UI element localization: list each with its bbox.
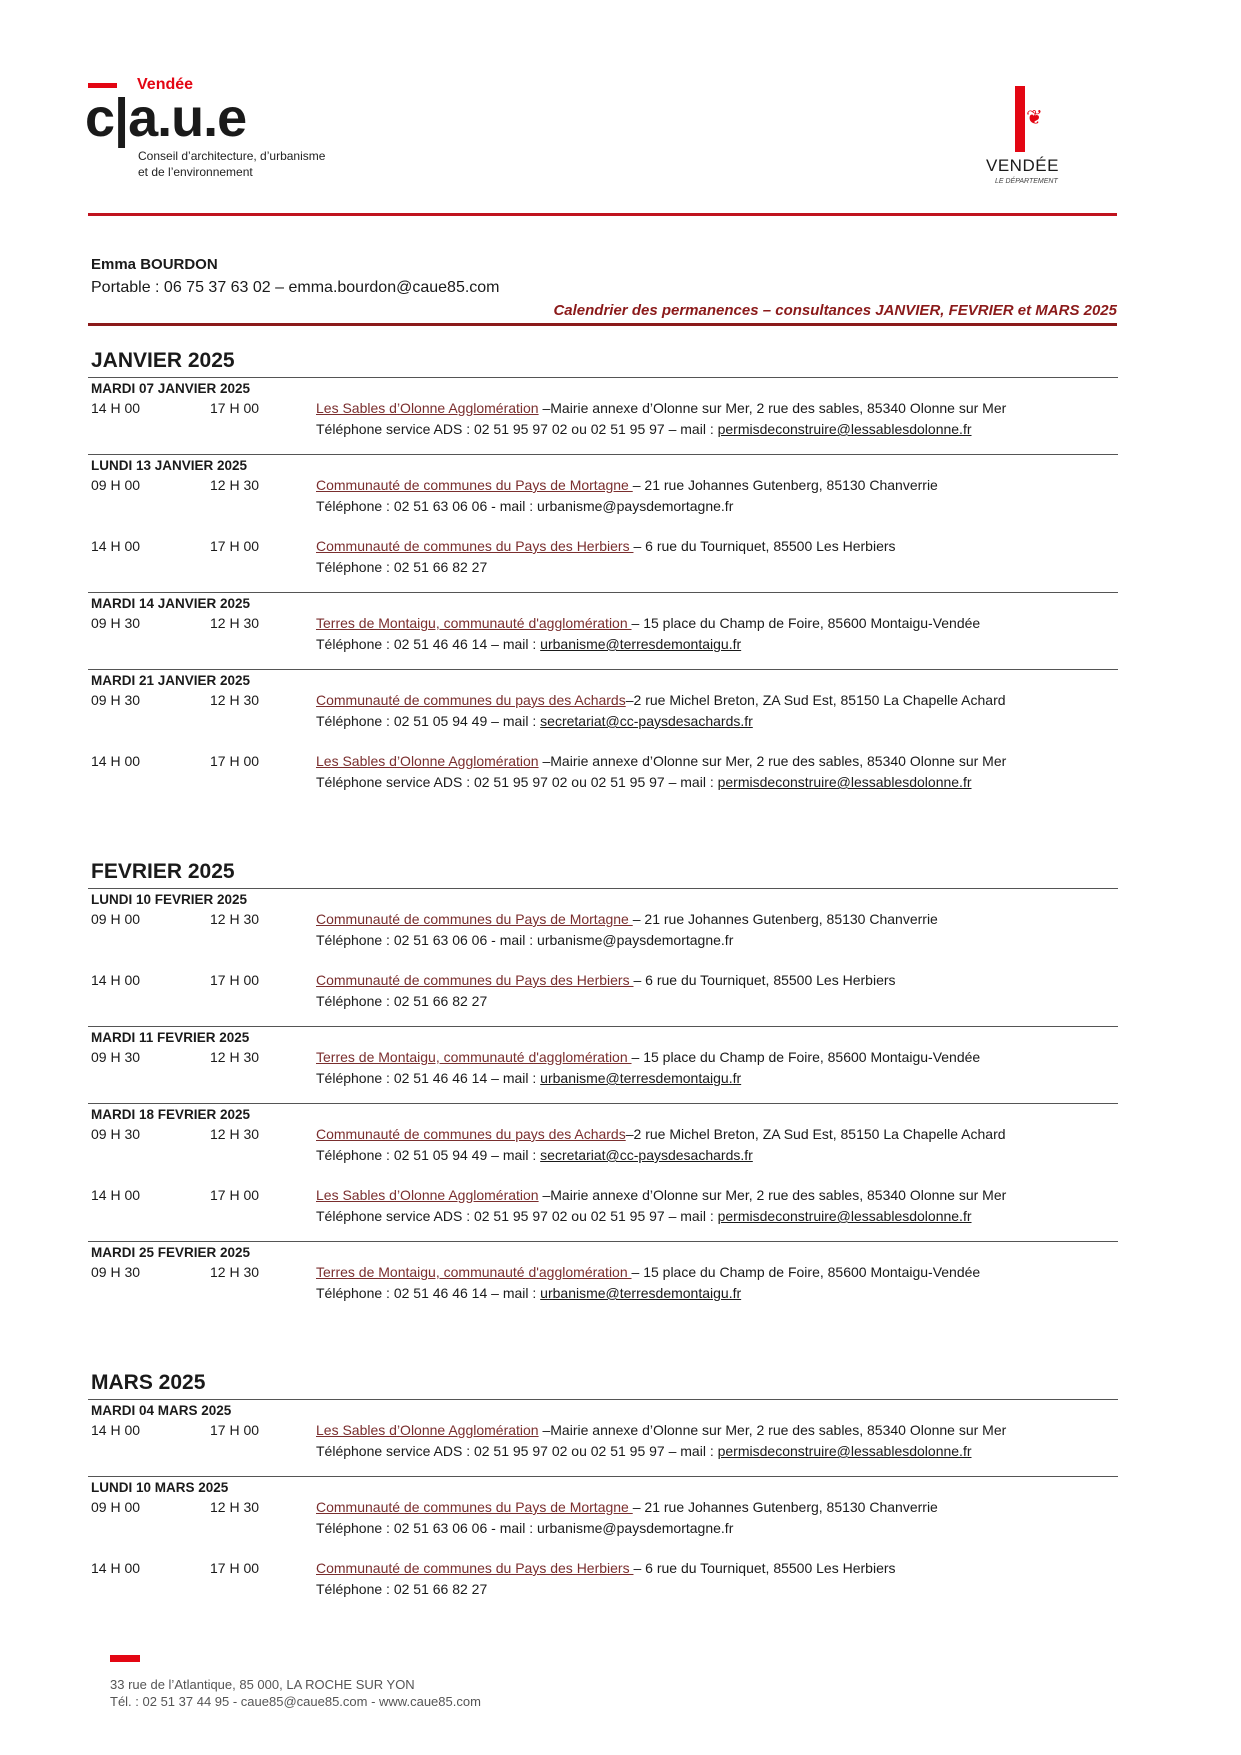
email-link[interactable]: permisdeconstruire@lessablesdolonne.fr: [717, 774, 972, 790]
dept-subtitle: LE DÉPARTEMENT: [995, 178, 1058, 185]
start-time: 14 H 00: [91, 400, 141, 416]
day-label: MARDI 25 FEVRIER 2025: [91, 1245, 251, 1260]
time-slot: [91, 1185, 1118, 1227]
day-label: LUNDI 13 JANVIER 2025: [91, 458, 248, 473]
phone-text: Téléphone service ADS : 02 51 95 97 02 ou 02 51 95 97 – mail :: [316, 774, 718, 790]
time-slot: [91, 751, 1118, 793]
end-time: 12 H 30: [210, 692, 260, 708]
email-link[interactable]: urbanisme@paysdemortagne.fr: [537, 1520, 734, 1536]
start-time: 09 H 30: [91, 1264, 141, 1280]
organization-link[interactable]: Les Sables d’Olonne Agglomération: [316, 753, 539, 769]
end-time: 17 H 00: [210, 1422, 260, 1438]
footer-red-bar: [110, 1655, 140, 1662]
slot-line-2: [316, 772, 1006, 793]
contact-name: Emma BOURDON: [91, 256, 218, 273]
month-section: [88, 1370, 1118, 1614]
slot-line-1: [316, 909, 938, 930]
phone-text: Téléphone service ADS : 02 51 95 97 02 ou 02 51 95 97 – mail :: [316, 421, 718, 437]
phone-text: Téléphone service ADS : 02 51 95 97 02 ou 02 51 95 97 – mail :: [316, 1208, 718, 1224]
slot-info: [316, 1047, 980, 1089]
organization-address: –Mairie annexe d’Olonne sur Mer, 2 rue des sables, 85340 Olonne sur Mer: [538, 753, 1007, 769]
phone-text: Téléphone : 02 51 46 46 14 – mail :: [316, 1070, 541, 1086]
day-block: [88, 1027, 1118, 1104]
start-time: 09 H 30: [91, 692, 141, 708]
email-link[interactable]: urbanisme@paysdemortagne.fr: [537, 932, 734, 948]
end-time: 12 H 30: [210, 1049, 260, 1065]
day-block: [88, 455, 1118, 593]
heart-icon: ❦: [1026, 107, 1043, 129]
time-slot: [91, 1497, 1118, 1539]
time-slot: [91, 909, 1118, 951]
slot-line-1: [316, 1497, 938, 1518]
slot-info: [316, 1262, 980, 1304]
email-link[interactable]: permisdeconstruire@lessablesdolonne.fr: [717, 1443, 972, 1459]
slot-line-2: [316, 557, 896, 578]
end-time: 12 H 30: [210, 1126, 260, 1142]
day-label: MARDI 14 JANVIER 2025: [91, 596, 251, 611]
day-label: MARDI 21 JANVIER 2025: [91, 673, 251, 688]
month-section: [88, 348, 1118, 807]
slot-line-2: [316, 496, 938, 517]
organization-link[interactable]: Les Sables d’Olonne Agglomération: [316, 1187, 539, 1203]
start-time: 14 H 00: [91, 538, 141, 554]
phone-text: Téléphone : 02 51 05 94 49 – mail :: [316, 1147, 541, 1163]
time-slot: [91, 1262, 1118, 1304]
email-link[interactable]: urbanisme@terresdemontaigu.fr: [540, 636, 742, 652]
logo-wordmark: c|a.u.e: [85, 88, 247, 148]
time-slot: [91, 1558, 1118, 1600]
email-link[interactable]: permisdeconstruire@lessablesdolonne.fr: [717, 421, 972, 437]
organization-address: –Mairie annexe d’Olonne sur Mer, 2 rue des sables, 85340 Olonne sur Mer: [538, 1422, 1007, 1438]
month-title: JANVIER 2025: [91, 349, 235, 372]
logo-subtitle-1: Conseil d’architecture, d’urbanisme: [138, 149, 326, 163]
day-label: MARDI 18 FEVRIER 2025: [91, 1107, 251, 1122]
email-link[interactable]: permisdeconstruire@lessablesdolonne.fr: [717, 1208, 972, 1224]
slot-line-2: [316, 634, 980, 655]
phone-text: Téléphone : 02 51 66 82 27: [316, 993, 488, 1009]
caue-logo: [85, 76, 388, 186]
email-link[interactable]: urbanisme@paysdemortagne.fr: [537, 498, 734, 514]
footer-contact: Tél. : 02 51 37 44 95 - caue85@caue85.com - www.caue85.com: [110, 1694, 481, 1709]
slot-line-1: [316, 751, 1006, 772]
phone-text: Téléphone : 02 51 05 94 49 – mail :: [316, 713, 541, 729]
footer-address: 33 rue de l’Atlantique, 85 000, LA ROCHE SUR YON: [110, 1677, 415, 1692]
organization-link[interactable]: Communauté de communes du Pays de Mortagne: [316, 1499, 633, 1515]
organization-link[interactable]: Communauté de communes du Pays des Herbiers: [316, 538, 634, 554]
organization-link[interactable]: Communauté de communes du Pays des Herbiers: [316, 972, 634, 988]
time-slot: [91, 475, 1118, 517]
day-block: [88, 1477, 1118, 1614]
slot-line-1: [316, 1047, 980, 1068]
vendee-department-logo: [980, 86, 1070, 190]
end-time: 12 H 30: [210, 477, 260, 493]
time-slot: [91, 1047, 1118, 1089]
organization-link[interactable]: Communauté de communes du Pays de Mortagne: [316, 911, 633, 927]
slot-line-1: [316, 1262, 980, 1283]
document-title: Calendrier des permanences – consultances JANVIER, FEVRIER et MARS 2025: [553, 302, 1117, 319]
organization-address: – 21 rue Johannes Gutenberg, 85130 Chanverrie: [632, 1499, 938, 1515]
time-slot: [91, 398, 1118, 440]
slot-info: [316, 751, 1006, 793]
slot-info: [316, 536, 896, 578]
slot-info: [316, 970, 896, 1012]
slot-line-1: [316, 536, 896, 557]
start-time: 14 H 00: [91, 1187, 141, 1203]
end-time: 17 H 00: [210, 400, 260, 416]
end-time: 12 H 30: [210, 1499, 260, 1515]
day-label: LUNDI 10 MARS 2025: [91, 1480, 229, 1495]
end-time: 17 H 00: [210, 1187, 260, 1203]
slot-info: [316, 909, 938, 951]
organization-link[interactable]: Les Sables d’Olonne Agglomération: [316, 400, 539, 416]
email-link[interactable]: secretariat@cc-paysdesachards.fr: [540, 1147, 753, 1163]
slot-info: [316, 1497, 938, 1539]
contact-line: Portable : 06 75 37 63 02 – emma.bourdon@caue85.com: [91, 279, 500, 296]
slot-line-1: [316, 475, 938, 496]
day-label: MARDI 07 JANVIER 2025: [91, 381, 251, 396]
slot-line-2: [316, 930, 938, 951]
phone-text: Téléphone : 02 51 46 46 14 – mail :: [316, 636, 541, 652]
start-time: 14 H 00: [91, 972, 141, 988]
day-label: MARDI 11 FEVRIER 2025: [91, 1030, 250, 1045]
slot-line-2: [316, 1579, 896, 1600]
slot-line-1: [316, 398, 1006, 419]
organization-address: – 15 place du Champ de Foire, 85600 Montaigu-Vendée: [631, 615, 981, 631]
day-block: [88, 1242, 1118, 1318]
slot-line-1: [316, 613, 980, 634]
start-time: 09 H 30: [91, 615, 141, 631]
organization-link[interactable]: Terres de Montaigu, communauté d'agglomération: [316, 1264, 632, 1280]
phone-text: Téléphone service ADS : 02 51 95 97 02 ou 02 51 95 97 – mail :: [316, 1443, 718, 1459]
slot-line-2: [316, 711, 1006, 732]
slot-info: [316, 613, 980, 655]
start-time: 14 H 00: [91, 1560, 141, 1576]
slot-line-2: [316, 991, 896, 1012]
organization-address: – 15 place du Champ de Foire, 85600 Montaigu-Vendée: [631, 1264, 981, 1280]
day-label: LUNDI 10 FEVRIER 2025: [91, 892, 248, 907]
slot-line-2: [316, 1518, 938, 1539]
end-time: 17 H 00: [210, 538, 260, 554]
slot-info: [316, 1420, 1006, 1462]
end-time: 17 H 00: [210, 753, 260, 769]
month-title: FEVRIER 2025: [91, 860, 235, 883]
slot-line-2: [316, 1145, 1006, 1166]
email-link[interactable]: urbanisme@terresdemontaigu.fr: [540, 1070, 742, 1086]
organization-address: – 6 rue du Tourniquet, 85500 Les Herbiers: [633, 538, 896, 554]
email-link[interactable]: urbanisme@terresdemontaigu.fr: [540, 1285, 742, 1301]
organization-link[interactable]: Terres de Montaigu, communauté d'agglomération: [316, 615, 632, 631]
phone-text: Téléphone : 02 51 63 06 06 - mail :: [316, 1520, 538, 1536]
start-time: 09 H 30: [91, 1126, 141, 1142]
start-time: 09 H 00: [91, 477, 141, 493]
slot-info: [316, 398, 1006, 440]
slot-line-1: [316, 1185, 1006, 1206]
day-block: [88, 1400, 1118, 1477]
end-time: 12 H 30: [210, 1264, 260, 1280]
phone-text: Téléphone : 02 51 66 82 27: [316, 1581, 488, 1597]
start-time: 14 H 00: [91, 753, 141, 769]
end-time: 12 H 30: [210, 911, 260, 927]
organization-link[interactable]: Les Sables d’Olonne Agglomération: [316, 1422, 539, 1438]
end-time: 17 H 00: [210, 1560, 260, 1576]
time-slot: [91, 1420, 1118, 1462]
slot-info: [316, 1185, 1006, 1227]
time-slot: [91, 613, 1118, 655]
organization-address: – 6 rue du Tourniquet, 85500 Les Herbiers: [633, 972, 896, 988]
start-time: 09 H 30: [91, 1049, 141, 1065]
flag-icon: [1015, 86, 1025, 152]
day-block: [88, 670, 1118, 807]
organization-address: –2 rue Michel Breton, ZA Sud Est, 85150 La Chapelle Achard: [625, 1126, 1006, 1142]
organization-link[interactable]: Communauté de communes du pays des Achards: [316, 1126, 626, 1142]
organization-address: –Mairie annexe d’Olonne sur Mer, 2 rue des sables, 85340 Olonne sur Mer: [538, 1187, 1007, 1203]
slot-line-1: [316, 1420, 1006, 1441]
slot-line-2: [316, 1068, 980, 1089]
organization-link[interactable]: Communauté de communes du Pays de Mortagne: [316, 477, 633, 493]
logo-subtitle-2: et de l’environnement: [138, 165, 253, 179]
slot-line-1: [316, 1558, 896, 1579]
time-slot: [91, 690, 1118, 732]
month-section: [88, 859, 1118, 1318]
organization-address: –2 rue Michel Breton, ZA Sud Est, 85150 La Chapelle Achard: [625, 692, 1006, 708]
start-time: 14 H 00: [91, 1422, 141, 1438]
day-block: [88, 378, 1118, 455]
phone-text: Téléphone : 02 51 63 06 06 - mail :: [316, 498, 538, 514]
organization-address: – 21 rue Johannes Gutenberg, 85130 Chanverrie: [632, 477, 938, 493]
start-time: 09 H 00: [91, 1499, 141, 1515]
day-block: [88, 889, 1118, 1027]
slot-line-1: [316, 690, 1006, 711]
slot-info: [316, 1124, 1006, 1166]
start-time: 09 H 00: [91, 911, 141, 927]
day-label: MARDI 04 MARS 2025: [91, 1403, 232, 1418]
header-divider: [88, 213, 1117, 216]
phone-text: Téléphone : 02 51 63 06 06 - mail :: [316, 932, 538, 948]
end-time: 12 H 30: [210, 615, 260, 631]
organization-address: – 6 rue du Tourniquet, 85500 Les Herbiers: [633, 1560, 896, 1576]
end-time: 17 H 00: [210, 972, 260, 988]
organization-link[interactable]: Terres de Montaigu, communauté d'agglomération: [316, 1049, 632, 1065]
organization-address: – 21 rue Johannes Gutenberg, 85130 Chanverrie: [632, 911, 938, 927]
slot-line-1: [316, 970, 896, 991]
slot-info: [316, 690, 1006, 732]
title-divider: [88, 323, 1117, 326]
organization-link[interactable]: Communauté de communes du Pays des Herbiers: [316, 1560, 634, 1576]
day-block: [88, 593, 1118, 670]
organization-link[interactable]: Communauté de communes du pays des Achards: [316, 692, 626, 708]
dept-name: VENDÉE: [986, 156, 1059, 175]
slot-line-2: [316, 1441, 1006, 1462]
time-slot: [91, 536, 1118, 578]
phone-text: Téléphone : 02 51 46 46 14 – mail :: [316, 1285, 541, 1301]
logo-region: Vendée: [137, 76, 194, 93]
time-slot: [91, 1124, 1118, 1166]
slot-line-2: [316, 419, 1006, 440]
slot-info: [316, 475, 938, 517]
phone-text: Téléphone : 02 51 66 82 27: [316, 559, 488, 575]
slot-line-2: [316, 1206, 1006, 1227]
time-slot: [91, 970, 1118, 1012]
day-block: [88, 1104, 1118, 1242]
organization-address: –Mairie annexe d’Olonne sur Mer, 2 rue des sables, 85340 Olonne sur Mer: [538, 400, 1007, 416]
slot-line-2: [316, 1283, 980, 1304]
email-link[interactable]: secretariat@cc-paysdesachards.fr: [540, 713, 753, 729]
month-title: MARS 2025: [91, 1371, 206, 1394]
organization-address: – 15 place du Champ de Foire, 85600 Montaigu-Vendée: [631, 1049, 981, 1065]
slot-info: [316, 1558, 896, 1600]
slot-line-1: [316, 1124, 1006, 1145]
